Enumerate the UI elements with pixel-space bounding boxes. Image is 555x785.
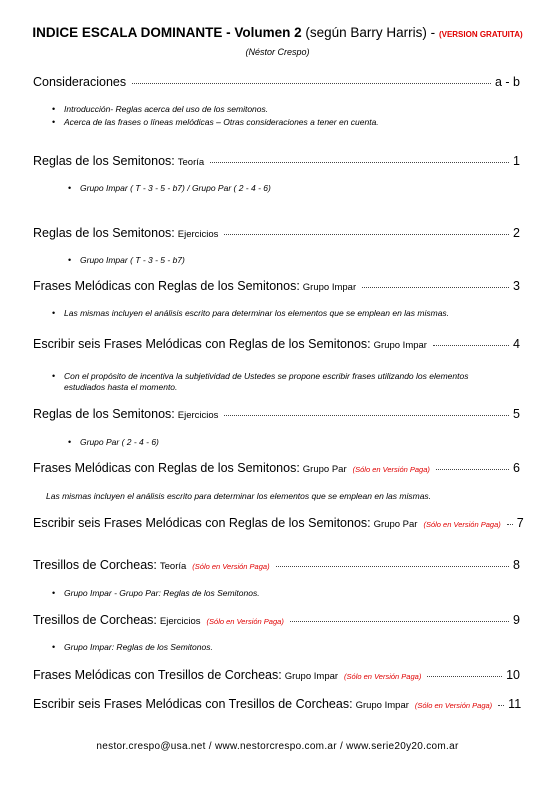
bullet-item: • Grupo Impar: Reglas de los Semitonos. bbox=[52, 642, 213, 652]
entry-title: Tresillos de Corcheas: bbox=[33, 613, 157, 627]
toc-entry-frases-par bbox=[33, 461, 520, 477]
entry-title: Escribir seis Frases Melódicas con Reglas de los Semitonos: bbox=[33, 337, 371, 351]
paid-version-label: (Sólo en Versión Paga) bbox=[344, 672, 422, 681]
entry-subtitle: Ejercicios bbox=[177, 410, 219, 421]
entry-subtitle: Teoría bbox=[177, 157, 205, 168]
toc-entry-escribir-frases-impar bbox=[33, 337, 520, 353]
leader-dots bbox=[507, 524, 513, 525]
title-subtitle: (según Barry Harris) - bbox=[305, 25, 436, 40]
bullet-item: • Grupo Impar ( T - 3 - 5 - b7) / Grupo Par ( 2 - 4 - 6) bbox=[68, 183, 271, 193]
entry-subtitle: Ejercicios bbox=[177, 229, 219, 240]
leader-dots bbox=[290, 621, 509, 622]
page-number: 4 bbox=[513, 337, 520, 351]
bullet-icon: • bbox=[68, 255, 72, 265]
entry-subtitle: Grupo Par bbox=[373, 519, 418, 530]
entry-subtitle: Grupo Par bbox=[302, 464, 347, 475]
page-number: 7 bbox=[516, 516, 524, 530]
bullet-item: • Grupo Impar ( T - 3 - 5 - b7) bbox=[68, 255, 185, 265]
entry-title: Escribir seis Frases Melódicas con Tresillos de Corcheas: bbox=[33, 697, 353, 711]
toc-entry-tresillos-ejercicios bbox=[33, 613, 520, 629]
entry-title: Escribir seis Frases Melódicas con Reglas de los Semitonos: bbox=[33, 516, 371, 530]
entry-title: Frases Melódicas con Tresillos de Corcheas: bbox=[33, 668, 282, 682]
bullet-icon: • bbox=[68, 437, 72, 447]
toc-entry-reglas-ejercicios-par bbox=[33, 407, 520, 423]
paid-version-label: (Sólo en Versión Paga) bbox=[192, 562, 270, 571]
entry-title: Reglas de los Semitonos: bbox=[33, 154, 175, 168]
author-name: (Néstor Crespo) bbox=[245, 47, 310, 57]
leader-dots bbox=[276, 566, 509, 567]
entry-title: Reglas de los Semitonos: bbox=[33, 226, 175, 240]
entry-subtitle: Ejercicios bbox=[159, 616, 201, 627]
toc-entry-frases-tresillos bbox=[33, 668, 520, 684]
leader-dots bbox=[362, 287, 509, 288]
leader-dots bbox=[436, 469, 509, 470]
bullet-icon: • bbox=[52, 588, 56, 598]
leader-dots bbox=[427, 676, 502, 677]
entry-subtitle: Grupo Impar bbox=[355, 700, 409, 711]
entry-title: Consideraciones bbox=[33, 75, 127, 89]
bullet-icon: • bbox=[52, 371, 56, 381]
bullet-item: • Introducción- Reglas acerca del uso de los semitonos. bbox=[52, 104, 269, 114]
footer-contact: nestor.crespo@usa.net / www.nestorcrespo.com.ar / www.serie20y20.com.ar bbox=[96, 741, 459, 752]
toc-entry-consideraciones bbox=[33, 75, 520, 91]
bullet-icon: • bbox=[52, 642, 56, 652]
paid-version-label: (Sólo en Versión Paga) bbox=[206, 617, 284, 626]
page-number: 9 bbox=[513, 613, 520, 627]
title-free-version: (VERSION GRATUITA) bbox=[438, 30, 523, 39]
page-number: 1 bbox=[513, 154, 520, 168]
page-number: 2 bbox=[513, 226, 520, 240]
bullet-icon: • bbox=[52, 104, 56, 114]
toc-entry-tresillos-teoria bbox=[33, 558, 520, 574]
toc-entry-escribir-frases-par bbox=[33, 516, 524, 532]
entry-subtitle: Grupo Impar bbox=[284, 671, 339, 682]
bullet-item: • Acerca de las frases o líneas melódicas – Otras consideraciones a tener en cuenta. bbox=[52, 117, 379, 127]
paid-version-label: (Sólo en Versión Paga) bbox=[414, 701, 493, 710]
leader-dots bbox=[224, 415, 509, 416]
page-number: 3 bbox=[513, 279, 520, 293]
leader-dots bbox=[224, 234, 509, 235]
leader-dots bbox=[498, 705, 504, 706]
bullet-icon: • bbox=[52, 117, 56, 127]
leader-dots bbox=[132, 83, 491, 84]
paid-version-label: (Sólo en Versión Paga) bbox=[352, 465, 430, 474]
page-number: 8 bbox=[513, 558, 520, 572]
toc-entry-reglas-teoria bbox=[33, 154, 520, 170]
leader-dots bbox=[433, 345, 509, 346]
bullet-item: • Grupo Par ( 2 - 4 - 6) bbox=[68, 437, 159, 447]
page-number: 5 bbox=[513, 407, 520, 421]
page-number: 11 bbox=[508, 697, 522, 711]
entry-title: Frases Melódicas con Reglas de los Semitonos: bbox=[33, 461, 300, 475]
bullet-item: • Las mismas incluyen el análisis escrito para determinar los elementos que se emplean en las mismas. bbox=[52, 308, 450, 318]
paid-version-label: (Sólo en Versión Paga) bbox=[423, 520, 501, 529]
title-main: INDICE ESCALA DOMINANTE - bbox=[32, 25, 231, 40]
entry-note: Las mismas incluyen el análisis escrito para determinar los elementos que se emplean en las mismas. bbox=[46, 491, 432, 501]
bullet-item: • Grupo Impar - Grupo Par: Reglas de los Semitonos. bbox=[52, 588, 260, 598]
entry-title: Tresillos de Corcheas: bbox=[33, 558, 157, 572]
page-number: 6 bbox=[513, 461, 520, 475]
document-title bbox=[0, 25, 555, 40]
toc-entry-frases-impar bbox=[33, 279, 520, 295]
entry-title: Frases Melódicas con Reglas de los Semitonos: bbox=[33, 279, 300, 293]
toc-entry-escribir-frases-tresillos bbox=[33, 697, 520, 713]
page-number: a - b bbox=[494, 75, 520, 89]
title-volume: Volumen 2 bbox=[234, 25, 302, 40]
page-number: 10 bbox=[506, 668, 520, 682]
entry-subtitle: Grupo Impar bbox=[373, 340, 427, 351]
bullet-icon: • bbox=[52, 308, 56, 318]
entry-subtitle: Teoría bbox=[159, 561, 187, 572]
bullet-icon: • bbox=[68, 183, 72, 193]
bullet-item: • Con el propósito de incentiva la subjetividad de Ustedes se propone escribir frases utilizando los elementos estudiados hasta el momento. bbox=[52, 371, 469, 392]
leader-dots bbox=[210, 162, 509, 163]
toc-entry-reglas-ejercicios-impar bbox=[33, 226, 520, 242]
entry-title: Reglas de los Semitonos: bbox=[33, 407, 175, 421]
entry-subtitle: Grupo Impar bbox=[302, 282, 357, 293]
